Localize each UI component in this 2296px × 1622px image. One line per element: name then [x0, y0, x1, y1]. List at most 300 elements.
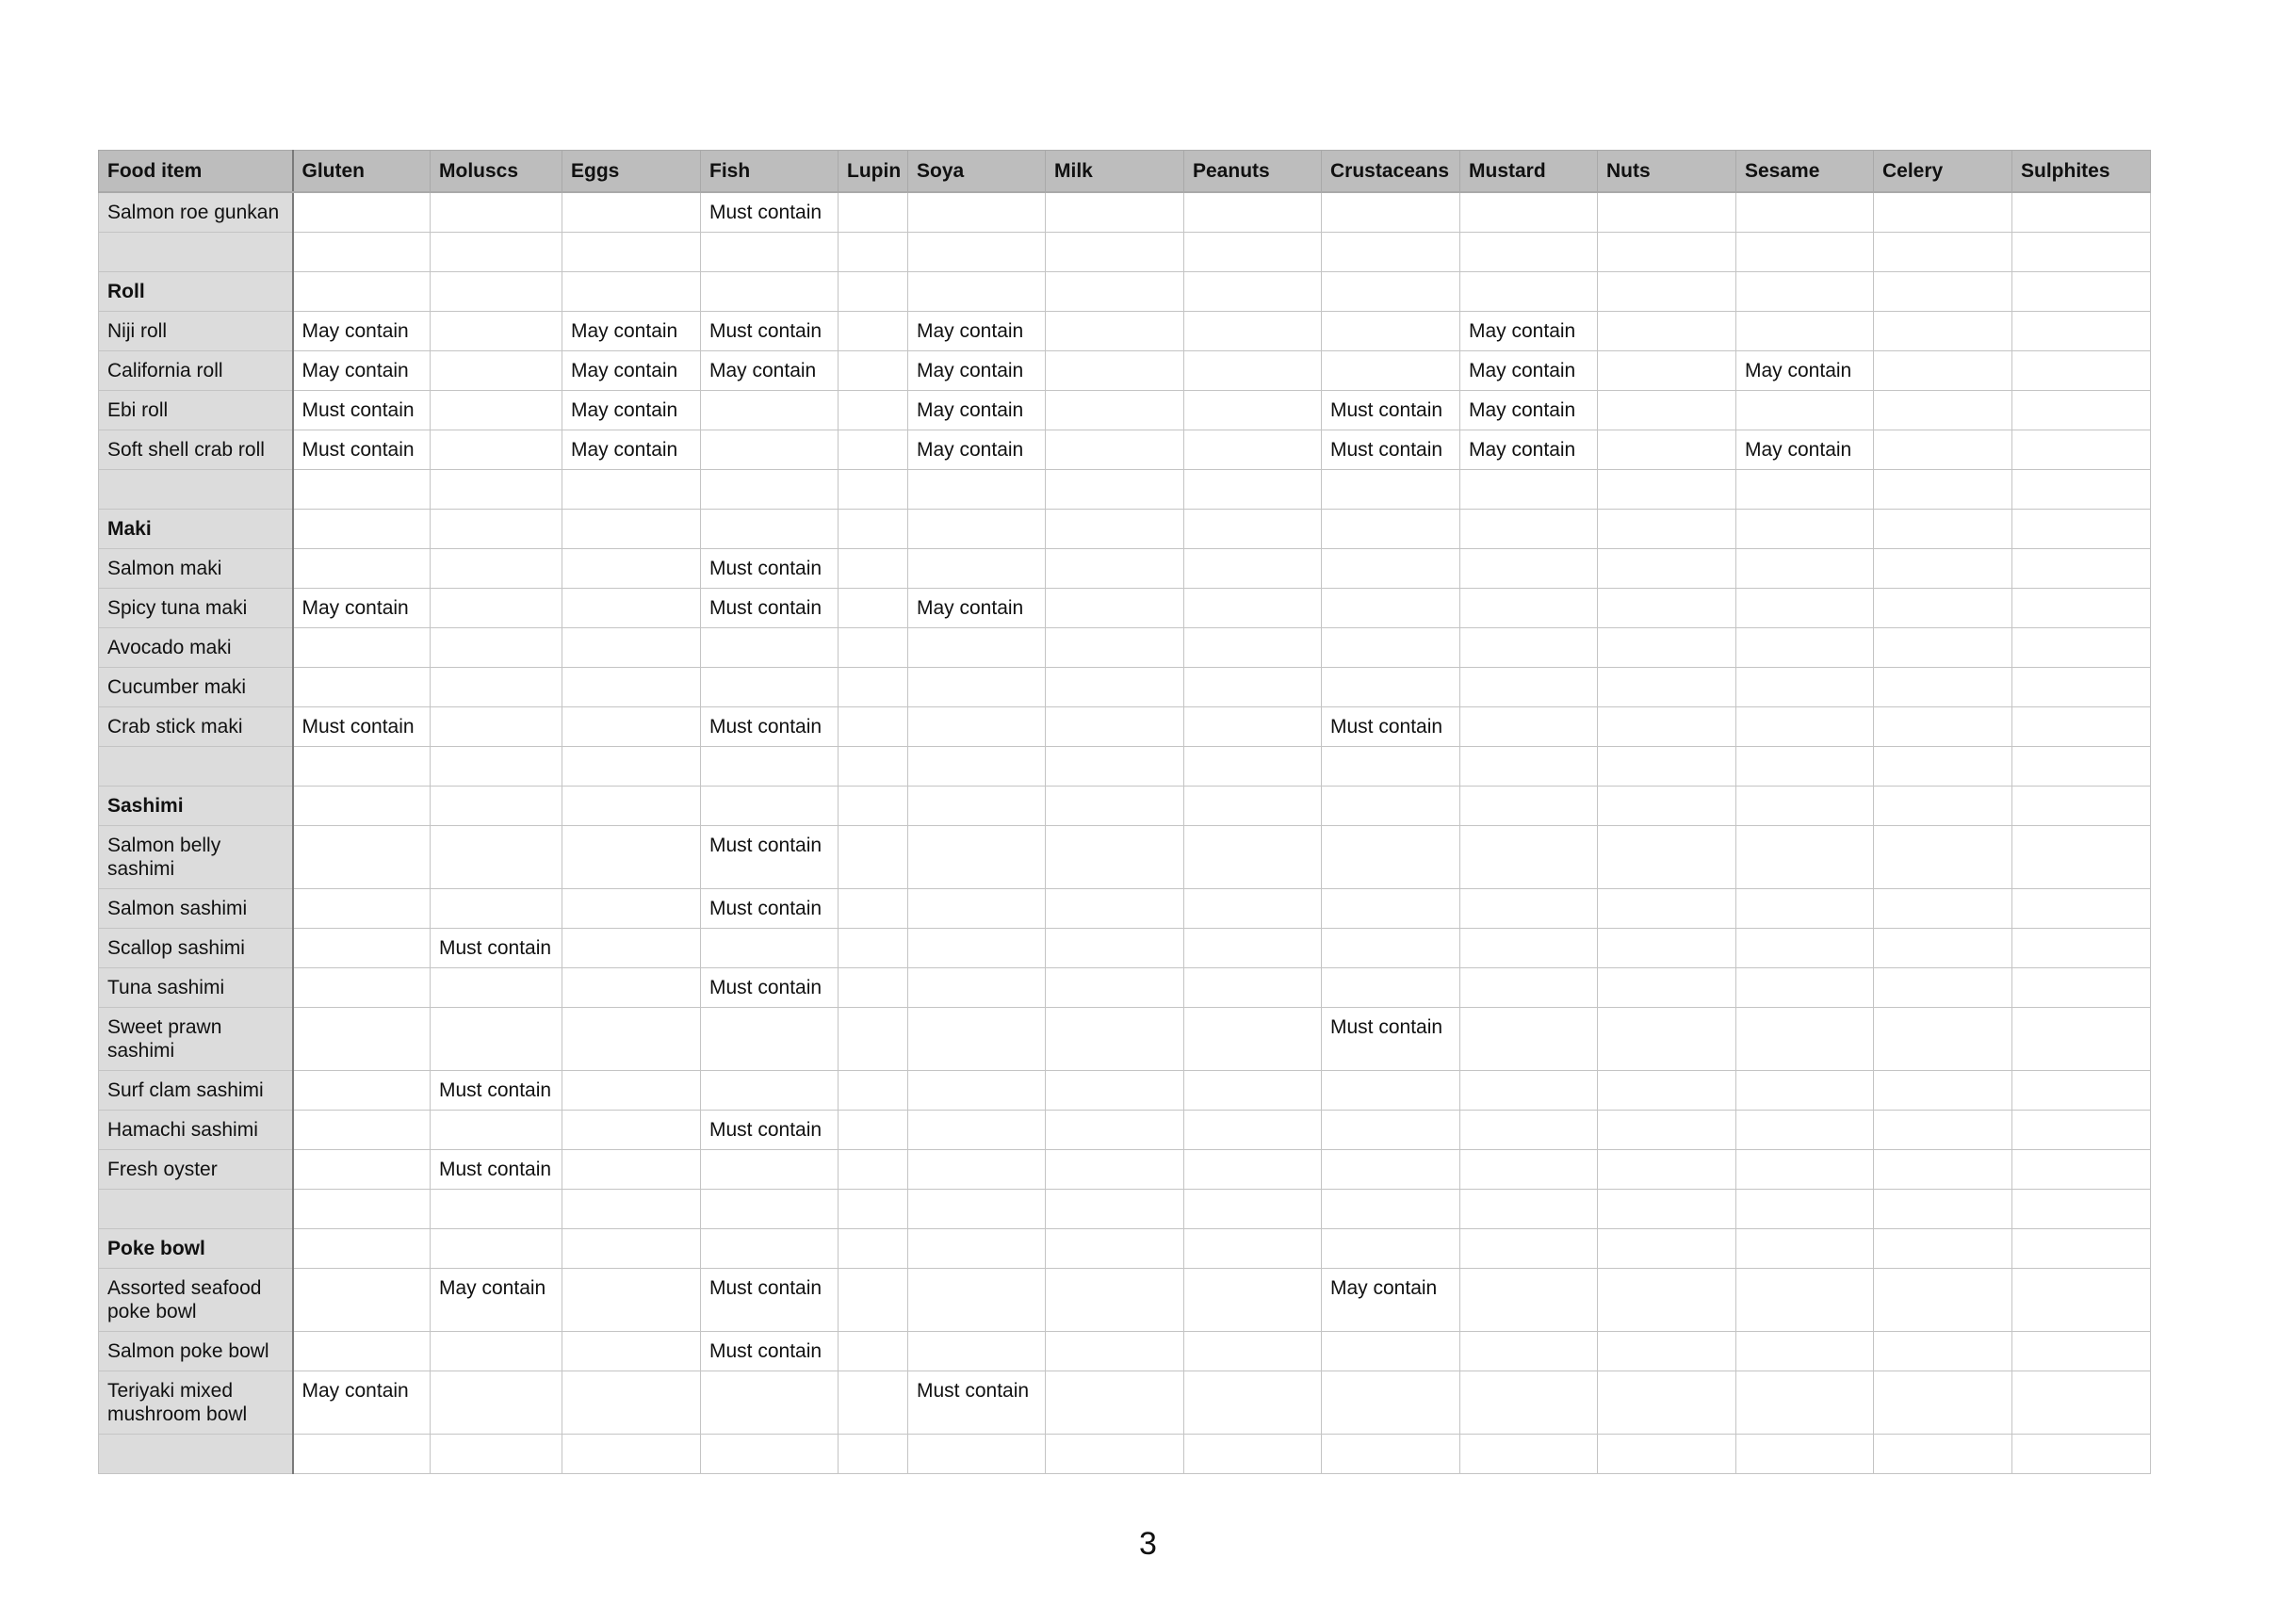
allergen-cell	[1046, 967, 1184, 1007]
allergen-cell	[701, 786, 839, 825]
allergen-cell	[908, 192, 1046, 232]
allergen-cell	[1460, 1189, 1598, 1228]
allergen-cell	[293, 1434, 431, 1473]
allergen-cell	[1046, 1149, 1184, 1189]
allergen-cell	[1874, 967, 2012, 1007]
allergen-cell	[701, 1007, 839, 1070]
allergen-cell: Must contain	[431, 1070, 562, 1110]
allergen-cell	[1460, 469, 1598, 509]
allergen-cell	[1184, 390, 1322, 430]
allergen-cell: May contain	[908, 430, 1046, 469]
allergen-cell	[1046, 825, 1184, 888]
allergen-cell: Must contain	[701, 706, 839, 746]
allergen-cell	[1598, 1434, 1736, 1473]
allergen-cell: Must contain	[293, 430, 431, 469]
allergen-cell	[908, 509, 1046, 548]
allergen-cell	[1184, 786, 1322, 825]
allergen-cell	[1322, 1070, 1460, 1110]
allergen-cell	[1874, 1228, 2012, 1268]
allergen-cell	[1874, 588, 2012, 627]
allergen-cell	[562, 1189, 701, 1228]
allergen-cell	[1046, 548, 1184, 588]
allergen-cell	[1322, 509, 1460, 548]
allergen-cell	[1046, 786, 1184, 825]
allergen-cell	[839, 1007, 908, 1070]
allergen-cell	[1874, 350, 2012, 390]
allergen-cell: May contain	[908, 350, 1046, 390]
allergen-cell	[562, 1110, 701, 1149]
allergen-cell	[839, 390, 908, 430]
allergen-cell: Must contain	[701, 967, 839, 1007]
allergen-cell	[2012, 1070, 2151, 1110]
allergen-cell	[908, 967, 1046, 1007]
allergen-cell	[908, 1331, 1046, 1371]
allergen-cell	[1874, 232, 2012, 271]
allergen-cell	[293, 667, 431, 706]
allergen-cell	[1874, 667, 2012, 706]
allergen-cell: Must contain	[293, 390, 431, 430]
allergen-cell	[1046, 509, 1184, 548]
allergen-cell	[1736, 967, 1874, 1007]
allergen-cell: May contain	[908, 311, 1046, 350]
allergen-cell	[562, 1070, 701, 1110]
allergen-cell	[1184, 509, 1322, 548]
allergen-cell	[701, 1070, 839, 1110]
allergen-cell: Must contain	[701, 548, 839, 588]
allergen-cell	[1184, 627, 1322, 667]
allergen-cell	[1874, 746, 2012, 786]
table-row	[99, 825, 2151, 888]
allergen-cell	[431, 746, 562, 786]
allergen-cell	[908, 928, 1046, 967]
allergen-cell	[1184, 667, 1322, 706]
allergen-cell	[1184, 271, 1322, 311]
allergen-cell	[908, 232, 1046, 271]
food-item-name: Sweet prawn sashimi	[99, 1007, 293, 1070]
allergen-cell	[1598, 350, 1736, 390]
allergen-cell: May contain	[1460, 430, 1598, 469]
allergen-cell	[562, 1007, 701, 1070]
allergen-cell	[562, 967, 701, 1007]
allergen-cell	[431, 1331, 562, 1371]
allergen-cell	[839, 786, 908, 825]
allergen-cell	[293, 928, 431, 967]
table-row	[99, 888, 2151, 928]
allergen-cell: Must contain	[701, 588, 839, 627]
allergen-cell	[1046, 1007, 1184, 1070]
table-row	[99, 390, 2151, 430]
allergen-cell	[1598, 1371, 1736, 1434]
allergen-cell	[1184, 1149, 1322, 1189]
allergen-cell	[1874, 192, 2012, 232]
allergen-cell	[1736, 1189, 1874, 1228]
allergen-cell	[1184, 350, 1322, 390]
column-header-peanuts: Peanuts	[1184, 151, 1322, 193]
allergen-cell	[839, 667, 908, 706]
allergen-cell	[701, 1434, 839, 1473]
allergen-cell	[1184, 888, 1322, 928]
allergen-cell	[562, 928, 701, 967]
allergen-cell: Must contain	[1322, 430, 1460, 469]
allergen-cell	[1736, 1331, 1874, 1371]
table-row	[99, 430, 2151, 469]
allergen-cell	[562, 786, 701, 825]
allergen-cell	[1046, 667, 1184, 706]
allergen-cell	[1046, 192, 1184, 232]
allergen-cell	[1598, 1149, 1736, 1189]
table-row	[99, 588, 2151, 627]
allergen-cell	[1184, 588, 1322, 627]
allergen-cell	[562, 588, 701, 627]
allergen-cell: May contain	[562, 430, 701, 469]
allergen-cell	[908, 786, 1046, 825]
allergen-cell	[1874, 1070, 2012, 1110]
allergen-cell	[1598, 1070, 1736, 1110]
allergen-cell	[839, 1371, 908, 1434]
allergen-cell	[2012, 1331, 2151, 1371]
allergen-cell	[1736, 1371, 1874, 1434]
allergen-cell	[1874, 469, 2012, 509]
allergen-cell: May contain	[293, 311, 431, 350]
table-row	[99, 1371, 2151, 1434]
column-header-sesame: Sesame	[1736, 151, 1874, 193]
allergen-cell	[2012, 786, 2151, 825]
allergen-cell	[1460, 627, 1598, 667]
allergen-cell	[1322, 588, 1460, 627]
allergen-cell	[1736, 786, 1874, 825]
allergen-cell	[1460, 888, 1598, 928]
allergen-cell	[1736, 1268, 1874, 1331]
allergen-cell	[1322, 1149, 1460, 1189]
allergen-cell	[562, 706, 701, 746]
allergen-cell: May contain	[293, 588, 431, 627]
allergen-cell	[293, 888, 431, 928]
allergen-cell: Must contain	[908, 1371, 1046, 1434]
food-item-name	[99, 232, 293, 271]
allergen-cell: May contain	[908, 390, 1046, 430]
allergen-cell	[1322, 1371, 1460, 1434]
allergen-cell	[431, 232, 562, 271]
food-item-name: Tuna sashimi	[99, 967, 293, 1007]
allergen-cell	[1874, 786, 2012, 825]
allergen-cell	[562, 888, 701, 928]
allergen-cell	[839, 967, 908, 1007]
allergen-cell	[1736, 509, 1874, 548]
allergen-cell	[839, 1189, 908, 1228]
allergen-cell	[293, 825, 431, 888]
allergen-cell	[1598, 786, 1736, 825]
allergen-cell: Must contain	[431, 928, 562, 967]
allergen-cell	[1736, 469, 1874, 509]
allergen-cell	[1874, 706, 2012, 746]
allergen-cell	[908, 627, 1046, 667]
allergen-cell	[1322, 746, 1460, 786]
allergen-cell	[839, 350, 908, 390]
allergen-cell: May contain	[562, 390, 701, 430]
allergen-cell	[1460, 1268, 1598, 1331]
allergen-cell	[1736, 548, 1874, 588]
allergen-cell	[431, 786, 562, 825]
column-header-milk: Milk	[1046, 151, 1184, 193]
allergen-cell	[1322, 1189, 1460, 1228]
column-header-moluscs: Moluscs	[431, 151, 562, 193]
allergen-cell	[562, 509, 701, 548]
allergen-cell	[908, 746, 1046, 786]
allergen-cell	[1460, 825, 1598, 888]
allergen-cell	[1184, 192, 1322, 232]
food-item-name: Assorted seafood poke bowl	[99, 1268, 293, 1331]
table-row	[99, 1007, 2151, 1070]
allergen-cell	[1322, 627, 1460, 667]
allergen-cell	[1598, 667, 1736, 706]
allergen-cell	[2012, 1007, 2151, 1070]
spacer-row	[99, 232, 2151, 271]
allergen-cell	[908, 1110, 1046, 1149]
allergen-cell	[1460, 271, 1598, 311]
food-item-name: Hamachi sashimi	[99, 1110, 293, 1149]
allergen-cell: Must contain	[701, 1110, 839, 1149]
allergen-cell	[293, 1070, 431, 1110]
column-header-sulphites: Sulphites	[2012, 151, 2151, 193]
allergen-cell	[701, 928, 839, 967]
allergen-cell	[562, 1434, 701, 1473]
allergen-cell	[1736, 825, 1874, 888]
food-item-name	[99, 1434, 293, 1473]
allergen-cell	[293, 1268, 431, 1331]
allergen-cell	[1598, 825, 1736, 888]
column-header-fish: Fish	[701, 151, 839, 193]
allergen-cell	[1046, 232, 1184, 271]
allergen-cell	[1460, 1434, 1598, 1473]
spacer-row	[99, 469, 2151, 509]
allergen-cell	[1322, 1434, 1460, 1473]
allergen-cell	[1460, 1149, 1598, 1189]
allergen-cell: Must contain	[431, 1149, 562, 1189]
allergen-cell	[1322, 192, 1460, 232]
allergen-cell	[293, 1007, 431, 1070]
allergen-cell	[1736, 928, 1874, 967]
allergen-cell	[1736, 667, 1874, 706]
allergen-cell	[431, 192, 562, 232]
allergen-cell	[1598, 1007, 1736, 1070]
allergen-cell	[431, 311, 562, 350]
allergen-cell	[431, 1007, 562, 1070]
allergen-cell	[431, 350, 562, 390]
allergen-cell	[1598, 888, 1736, 928]
allergen-table	[98, 150, 2151, 1474]
allergen-cell	[1046, 627, 1184, 667]
allergen-cell	[1460, 667, 1598, 706]
allergen-cell	[908, 1228, 1046, 1268]
allergen-cell	[1046, 1110, 1184, 1149]
allergen-cell	[1874, 311, 2012, 350]
allergen-cell	[1598, 1189, 1736, 1228]
allergen-cell	[293, 1110, 431, 1149]
allergen-cell	[431, 390, 562, 430]
allergen-cell	[1046, 469, 1184, 509]
table-row	[99, 928, 2151, 967]
allergen-cell	[1874, 888, 2012, 928]
allergen-cell	[1046, 588, 1184, 627]
table-row	[99, 1110, 2151, 1149]
food-item-name	[99, 469, 293, 509]
allergen-cell	[839, 192, 908, 232]
food-item-name: Salmon maki	[99, 548, 293, 588]
food-item-name	[99, 746, 293, 786]
allergen-cell	[1046, 1371, 1184, 1434]
allergen-cell	[1736, 706, 1874, 746]
allergen-cell	[1460, 588, 1598, 627]
allergen-cell: May contain	[293, 350, 431, 390]
allergen-cell	[1184, 469, 1322, 509]
allergen-cell	[1046, 1189, 1184, 1228]
allergen-cell	[839, 627, 908, 667]
column-header-crustaceans: Crustaceans	[1322, 151, 1460, 193]
allergen-cell	[1874, 928, 2012, 967]
allergen-cell	[1460, 1070, 1598, 1110]
allergen-cell	[1736, 1434, 1874, 1473]
allergen-cell	[908, 1007, 1046, 1070]
allergen-cell	[2012, 588, 2151, 627]
allergen-cell	[431, 888, 562, 928]
allergen-cell	[1322, 967, 1460, 1007]
table-row	[99, 1149, 2151, 1189]
allergen-cell	[701, 469, 839, 509]
allergen-cell	[1184, 1228, 1322, 1268]
allergen-cell	[701, 509, 839, 548]
table-body	[99, 192, 2151, 1473]
allergen-cell	[1322, 271, 1460, 311]
allergen-cell	[839, 928, 908, 967]
allergen-cell	[1736, 271, 1874, 311]
allergen-cell	[2012, 888, 2151, 928]
allergen-cell	[839, 888, 908, 928]
allergen-cell	[1598, 928, 1736, 967]
allergen-cell: May contain	[293, 1371, 431, 1434]
allergen-cell	[839, 1110, 908, 1149]
allergen-cell	[1184, 232, 1322, 271]
allergen-cell	[1874, 1189, 2012, 1228]
food-item-name: Cucumber maki	[99, 667, 293, 706]
allergen-cell	[562, 627, 701, 667]
allergen-cell	[1460, 1110, 1598, 1149]
column-header-lupin: Lupin	[839, 151, 908, 193]
food-item-name: Crab stick maki	[99, 706, 293, 746]
allergen-cell	[908, 825, 1046, 888]
allergen-cell	[2012, 706, 2151, 746]
allergen-cell	[839, 548, 908, 588]
allergen-cell	[908, 706, 1046, 746]
allergen-cell	[1874, 509, 2012, 548]
allergen-cell	[1046, 1070, 1184, 1110]
allergen-cell	[293, 509, 431, 548]
allergen-cell	[1598, 1268, 1736, 1331]
allergen-cell	[1874, 1268, 2012, 1331]
allergen-cell	[1598, 746, 1736, 786]
section-row	[99, 1228, 2151, 1268]
allergen-cell	[1874, 548, 2012, 588]
allergen-cell: Must contain	[701, 825, 839, 888]
allergen-cell	[839, 1434, 908, 1473]
allergen-cell	[1736, 192, 1874, 232]
allergen-cell	[431, 588, 562, 627]
table-row	[99, 667, 2151, 706]
allergen-cell	[1046, 888, 1184, 928]
allergen-cell	[1736, 1149, 1874, 1189]
allergen-cell	[431, 627, 562, 667]
allergen-cell	[562, 1371, 701, 1434]
allergen-cell	[1736, 232, 1874, 271]
allergen-cell	[839, 746, 908, 786]
allergen-cell	[562, 1149, 701, 1189]
section-row	[99, 509, 2151, 548]
allergen-cell	[1598, 192, 1736, 232]
allergen-cell: Must contain	[701, 192, 839, 232]
allergen-cell	[293, 469, 431, 509]
allergen-cell	[839, 232, 908, 271]
table-row	[99, 706, 2151, 746]
allergen-cell	[1184, 1371, 1322, 1434]
allergen-cell	[1598, 548, 1736, 588]
allergen-cell	[293, 1189, 431, 1228]
allergen-cell	[1598, 967, 1736, 1007]
allergen-cell	[1736, 627, 1874, 667]
page-number: 3	[1139, 1526, 1157, 1562]
allergen-cell	[1322, 350, 1460, 390]
section-heading: Poke bowl	[99, 1228, 293, 1268]
allergen-cell	[1046, 1268, 1184, 1331]
section-row	[99, 786, 2151, 825]
allergen-cell	[431, 469, 562, 509]
allergen-cell	[701, 1149, 839, 1189]
allergen-cell	[2012, 509, 2151, 548]
allergen-cell	[908, 667, 1046, 706]
allergen-cell: Must contain	[1322, 1007, 1460, 1070]
allergen-cell	[562, 232, 701, 271]
allergen-cell: May contain	[1460, 390, 1598, 430]
allergen-cell	[1874, 1371, 2012, 1434]
allergen-cell	[562, 746, 701, 786]
allergen-cell	[431, 509, 562, 548]
allergen-cell	[1322, 1110, 1460, 1149]
allergen-cell	[1322, 311, 1460, 350]
allergen-cell	[562, 548, 701, 588]
allergen-cell: May contain	[562, 350, 701, 390]
allergen-cell	[908, 469, 1046, 509]
allergen-cell	[701, 1371, 839, 1434]
allergen-cell	[562, 667, 701, 706]
allergen-cell: May contain	[1460, 350, 1598, 390]
allergen-cell	[1046, 928, 1184, 967]
section-heading: Maki	[99, 509, 293, 548]
food-item-name	[99, 1189, 293, 1228]
food-item-name: Salmon poke bowl	[99, 1331, 293, 1371]
allergen-cell	[1598, 390, 1736, 430]
allergen-cell	[908, 1189, 1046, 1228]
table-row	[99, 311, 2151, 350]
allergen-cell	[1184, 548, 1322, 588]
allergen-cell	[2012, 1189, 2151, 1228]
allergen-cell	[1184, 746, 1322, 786]
allergen-cell	[1184, 825, 1322, 888]
allergen-cell: May contain	[1460, 311, 1598, 350]
allergen-cell: Must contain	[701, 311, 839, 350]
allergen-cell	[908, 1149, 1046, 1189]
food-item-name: Salmon roe gunkan	[99, 192, 293, 232]
food-item-name: Ebi roll	[99, 390, 293, 430]
allergen-cell	[1322, 825, 1460, 888]
allergen-cell: May contain	[1736, 430, 1874, 469]
